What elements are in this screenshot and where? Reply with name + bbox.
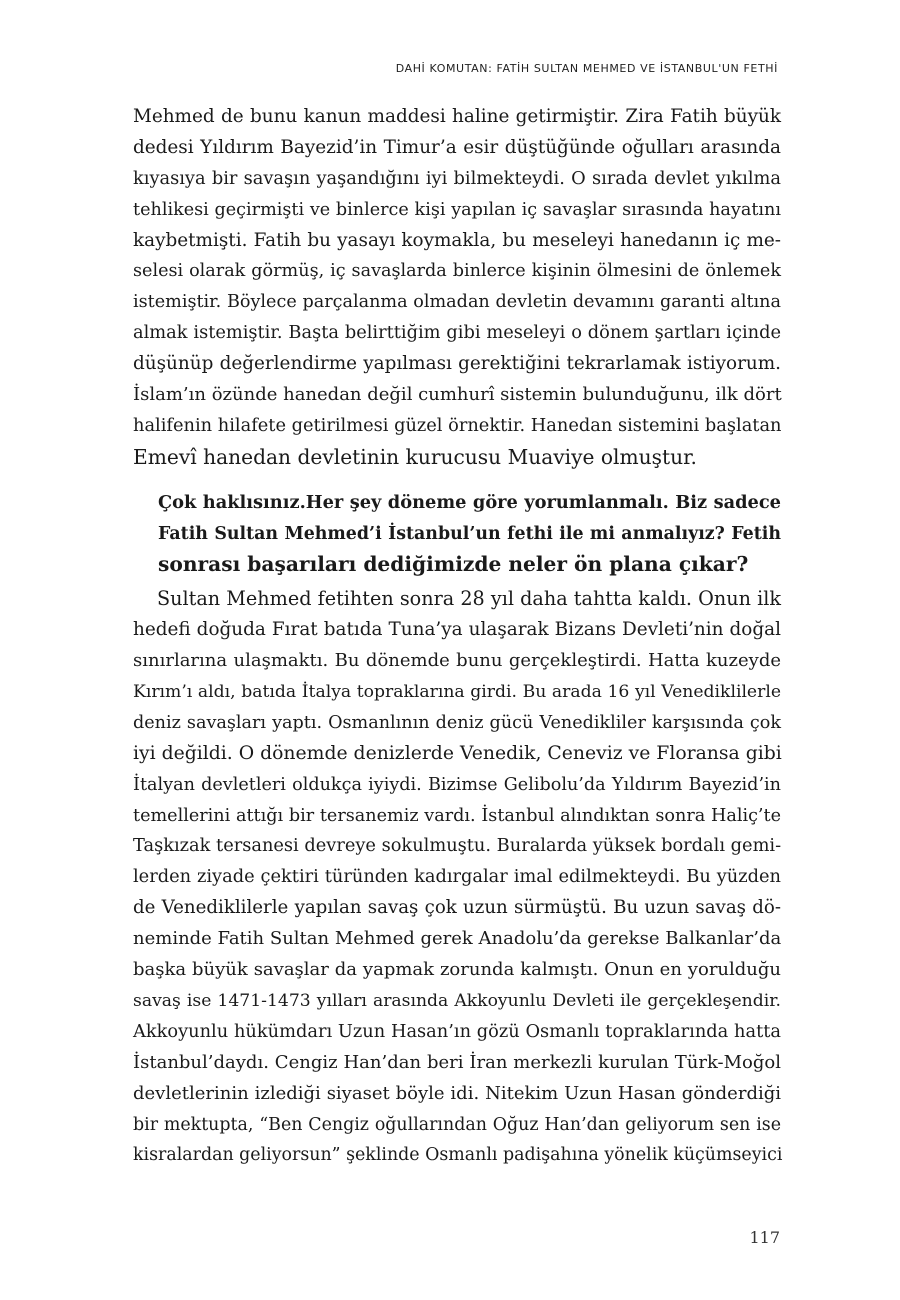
text-line: hedefi doğuda Fırat batıda Tuna’ya ulaşarak Bizans Devleti’nin doğal — [133, 619, 781, 641]
text-line: neminde Fatih Sultan Mehmed gerek Anadolu’da gerekse Balkanlar’da — [133, 928, 782, 950]
text-line: kisralardan geliyorsun” şeklinde Osmanlı padişahına yönelik küçümseyici — [133, 1145, 783, 1166]
text-line: savaş ise 1471-1473 yılları arasında Akkoyunlu Devleti ile gerçekleşendir. — [133, 990, 781, 1011]
paragraph — [133, 584, 781, 1171]
text-line: almak istemiştir. Başta belirttiğim gibi meseleyi o dönem şartları içinde — [133, 322, 781, 344]
text-line: Mehmed de bunu kanun maddesi haline getirmiştir. Zira Fatih büyük — [133, 106, 781, 127]
text-line: düşünüp değerlendirme yapılması gerektiğini tekrarlamak istiyorum. — [133, 353, 781, 375]
running-head: DAHİ KOMUTAN: FATİH SULTAN MEHMED VE İSTANBUL'UN FETHİ — [395, 62, 778, 75]
question-line: sonrası başarıları dediğimizde neler ön plana çıkar? — [158, 552, 749, 577]
page-body — [133, 102, 781, 1171]
question-line: Çok haklısınız.Her şey döneme göre yorumlanmalı. Biz sadece — [158, 491, 781, 513]
text-line: kıyasıya bir savaşın yaşandığını iyi bilmekteydi. O sırada devlet yıkılma — [133, 167, 781, 189]
text-line: istemiştir. Böylece parçalanma olmadan devletin devamını garanti altına — [133, 292, 781, 313]
interview-question — [133, 488, 781, 581]
text-line: başka büyük savaşlar da yapmak zorunda kalmıştı. Onun en yorulduğu — [133, 959, 781, 981]
question-line: Fatih Sultan Mehmed’i İstanbul’un fethi ile mi anmalıyız? Fetih — [158, 523, 781, 544]
text-line: Taşkızak tersanesi devreye sokulmuştu. Buralarda yüksek bordalı gemi- — [133, 835, 782, 857]
text-line: iyi değildi. O dönemde denizlerde Venedik, Ceneviz ve Floransa gibi — [133, 742, 782, 764]
text-line: Akkoyunlu hükümdarı Uzun Hasan’ın gözü Osmanlı topraklarında hatta — [133, 1020, 781, 1042]
text-line: İtalyan devletleri oldukça iyiydi. Bizimse Gelibolu’da Yıldırım Bayezid’in — [133, 774, 781, 795]
text-line: halifenin hilafete getirilmesi güzel örnektir. Hanedan sistemini başlatan — [133, 414, 782, 436]
text-line: kaybetmişti. Fatih bu yasayı koymakla, bu meseleyi hanedanın iç me- — [133, 229, 781, 251]
paragraph — [133, 102, 781, 473]
text-line: deniz savaşları yaptı. Osmanlının deniz gücü Venedikliler karşısında çok — [133, 712, 781, 733]
page-number: 117 — [749, 1228, 780, 1247]
text-line: Kırım’ı aldı, batıda İtalya topraklarına girdi. Bu arada 16 yıl Venediklilerle — [133, 682, 781, 703]
text-line: selesi olarak görmüş, iç savaşlarda binlerce kişinin ölmesini de önlemek — [133, 261, 781, 282]
text-line: de Venediklilerle yapılan savaş çok uzun sürmüştü. Bu uzun savaş dö- — [133, 897, 781, 919]
text-line: bir mektupta, “Ben Cengiz oğullarından Oğuz Han’dan geliyorum sen ise — [133, 1114, 781, 1135]
text-line: İslam’ın özünde hanedan değil cumhurî sistemin bulunduğunu, ilk dört — [133, 384, 782, 406]
text-line: lerden ziyade çektiri türünden kadırgalar imal edilmekteydi. Bu yüzden — [133, 866, 781, 888]
text-line: Sultan Mehmed fetihten sonra 28 yıl daha tahtta kaldı. Onun ilk — [157, 587, 781, 611]
text-line: İstanbul’daydı. Cengiz Han’dan beri İran merkezli kurulan Türk-Moğol — [133, 1051, 781, 1073]
text-line: sınırlarına ulaşmaktı. Bu dönemde bunu gerçekleştirdi. Hatta kuzeyde — [133, 650, 781, 672]
text-line: devletlerinin izlediği siyaset böyle idi. Nitekim Uzun Hasan gönderdiği — [133, 1082, 781, 1104]
text-line: temellerini attığı bir tersanemiz vardı. İstanbul alındıktan sonra Haliç’te — [133, 805, 781, 826]
text-line: tehlikesi geçirmişti ve binlerce kişi yapılan iç savaşlar sırasında hayatını — [133, 199, 781, 220]
text-line: Emevî hanedan devletinin kurucusu Muaviye olmuştur. — [133, 444, 697, 469]
text-line: dedesi Yıldırım Bayezid’in Timur’a esir düştüğünde oğulları arasında — [133, 136, 781, 158]
